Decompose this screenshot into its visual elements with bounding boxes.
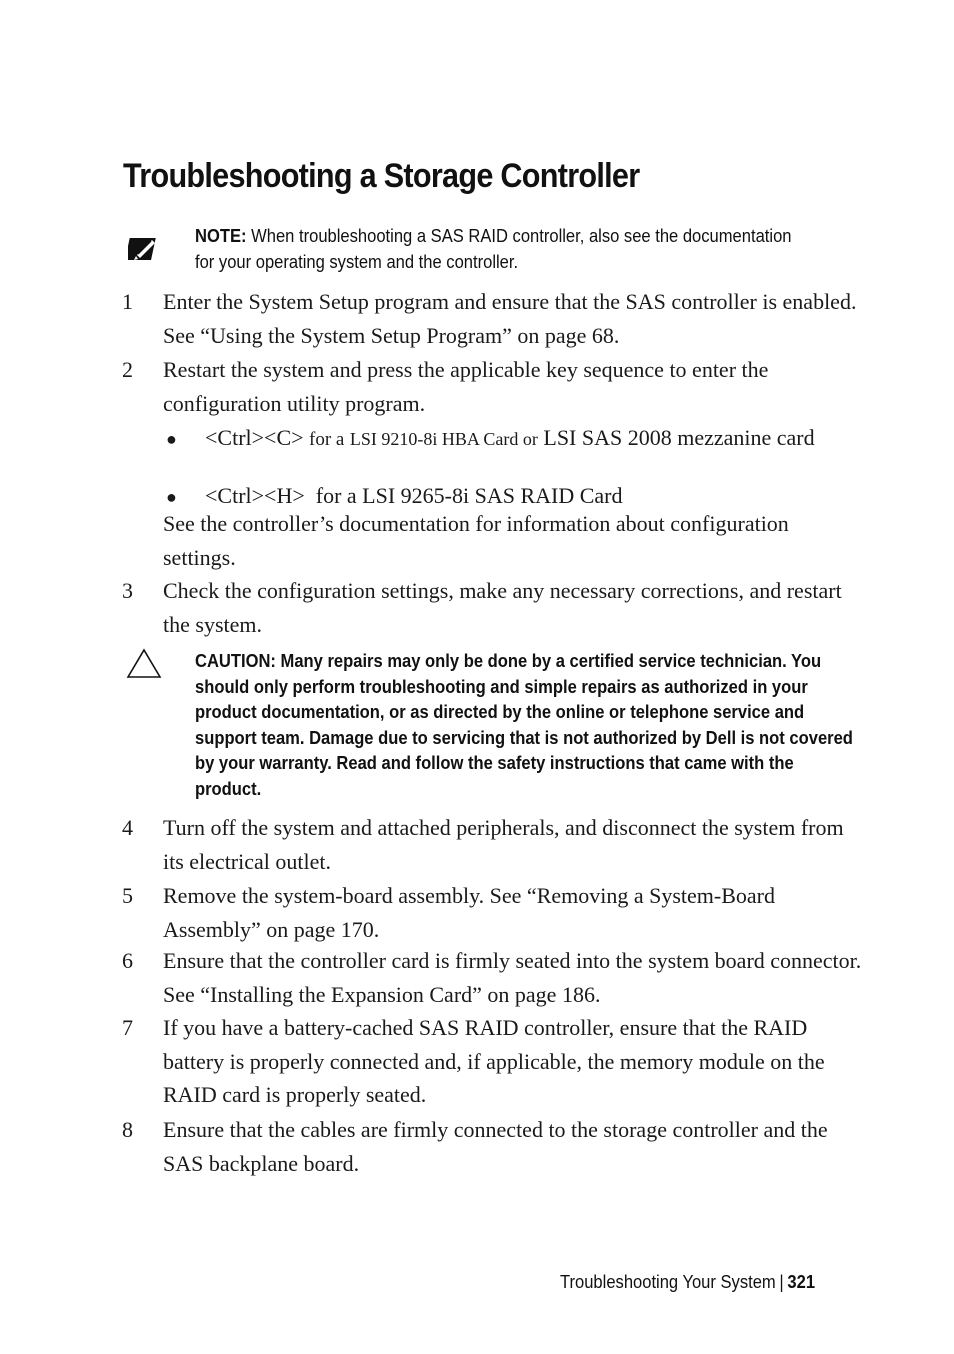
step-number: 5 [122, 883, 133, 908]
bullet-text: for a [309, 429, 345, 450]
key-sequence: <Ctrl><H> [205, 483, 305, 508]
key-sequence: <Ctrl><C> [205, 425, 304, 450]
footer-section-title: Troubleshooting Your System [560, 1272, 776, 1292]
step-text: Remove the system-board assembly. See “Removing a System-Board Assembly” on page 170. [163, 883, 776, 942]
bullet-text: for a LSI 9265-8i SAS RAID Card [315, 483, 623, 508]
step-text: Restart the system and press the applicable key sequence to enter the configuration utility program. [163, 357, 769, 416]
step-text: If you have a battery-cached SAS RAID controller, ensure that the RAID battery is properly connected and, if applicable, the memory module on the RAID card is properly seated. [163, 1015, 825, 1107]
step-text: Turn off the system and attached peripherals, and disconnect the system from its electrical outlet. [163, 815, 844, 874]
step-number: 6 [122, 948, 133, 973]
bullet-text: LSI SAS 2008 mezzanine card [543, 425, 815, 450]
step-number: 1 [122, 289, 133, 314]
note-box [195, 224, 811, 275]
caution-triangle-icon [126, 648, 162, 680]
caution-box: CAUTION: Many repairs may only be done by a certified service technician. You should only perform troubleshooting and simple repairs as authorized in your product documentation, or as directed by the online or telephone service and support team. Damage due to servicing that is not authorized by Dell is not covered by your warranty. Read and follow the safety instructions that came with the product. [195, 651, 853, 799]
page-number: 321 [787, 1272, 816, 1292]
page-footer [560, 1272, 815, 1293]
footer-separator: | [779, 1272, 784, 1292]
step-text: Enter the System Setup program and ensure that the SAS controller is enabled. See “Using the System Setup Program” on page 68. [163, 289, 857, 348]
step-number: 7 [122, 1015, 133, 1040]
step-text: Ensure that the controller card is firmly seated into the system board connector. See “Installing the Expansion Card” on page 186. [163, 948, 862, 1007]
step-number: 2 [122, 357, 133, 382]
body-paragraph: See the controller’s documentation for information about configuration settings. [163, 511, 789, 570]
bullet-text: LSI 9210-8i HBA Card or [349, 429, 538, 449]
note-label: NOTE: [195, 226, 247, 246]
document-page: Troubleshooting a Storage Controller NOTE: When troubleshooting a SAS RAID controller, also see the documentation for your operating system and the controller. 1 Enter the System Setup program and ensure that the SAS controller is enabled. See “Using the System Setup Program” on page 68. 2 Restart the system and press the applicable key sequence to enter the configuration utility program. ● <Ctrl><C> for a LSI 9210-8i HBA Card or LSI SAS 2008 mezzanine card ● <Ctrl><H> for a LSI 9265-8i SAS RAID Card See the controller’s documentation for information about configuration settings. 3 Check the configuration settings, make any necessary corrections, and restart the system. CAUTION: Many repairs may only be done by a certified service technician. You should only perform troubleshooting and simple repairs as authorized in your product documentation, or as directed by the online or telephone service and support team. Damage due to servicing that is not authorized by Dell is not covered by your warranty. Read and follow the safety instructions that came with the product. 4 Turn off the system and attached peripherals, and disconnect the system from its electrical outlet. 5 Remove the system-board assembly. See “Removing a System-Board Assembly” on page 170. 6 Ensure that the controller card is firmly seated into the system board connector. See “Installing the Expansion Card” on page 186. 7 If you have a battery-cached SAS RAID controller, ensure that the RAID battery is properly connected and, if applicable, the memory module on the RAID card is properly seated. 8 Ensure that the cables are firmly connected to the storage controller and the SAS backplane board. Troubleshooting Your System | 321 [0, 0, 954, 1354]
note-text: When troubleshooting a SAS RAID controller, also see the documentation for your operating system and the controller. [195, 226, 792, 272]
page-title: Troubleshooting a Storage Controller [123, 157, 640, 195]
step-text: Check the configuration settings, make any necessary corrections, and restart the system. [163, 578, 842, 637]
pencil-note-icon [128, 232, 162, 266]
step-number: 8 [122, 1117, 133, 1142]
step-number: 4 [122, 815, 133, 840]
step-number: 3 [122, 578, 133, 603]
step-text: Ensure that the cables are firmly connected to the storage controller and the SAS backplane board. [163, 1117, 828, 1176]
